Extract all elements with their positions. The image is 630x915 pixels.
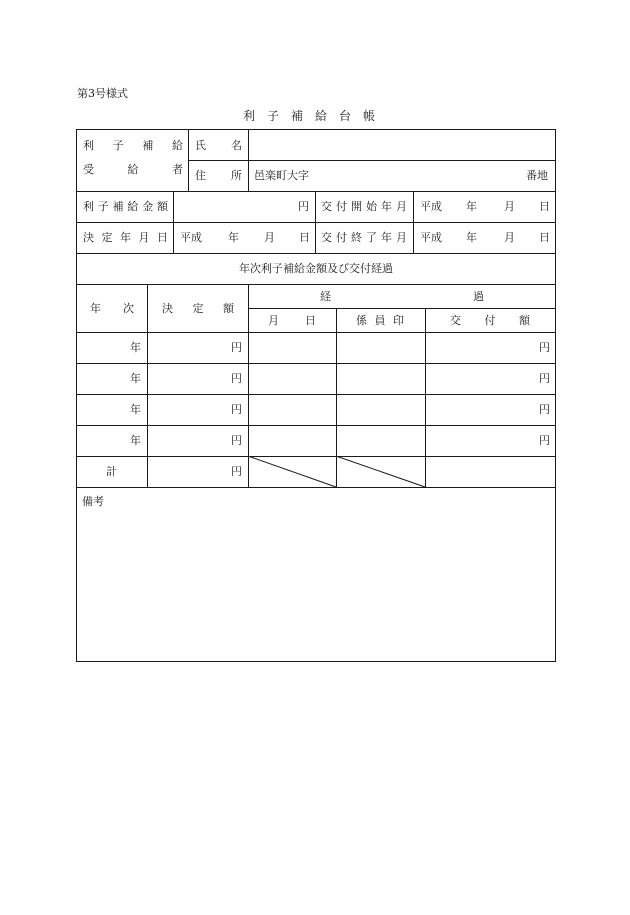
row-payment-unit: 円 (539, 434, 550, 447)
row-year-unit: 年 (130, 372, 141, 385)
row-decision-unit: 円 (231, 434, 242, 447)
start-year: 年 (466, 200, 477, 213)
start-day: 日 (539, 200, 550, 213)
subheader-payment: 交 付 額 (450, 314, 530, 327)
recipient-label-line2: 受 給 者 (83, 163, 183, 176)
header-decision: 決 定 額 (162, 302, 234, 315)
form-title: 利子補給台帳 (242, 109, 387, 123)
row-decision-unit: 円 (231, 372, 242, 385)
decision-month: 月 (264, 231, 275, 244)
decision-era: 平成 (180, 231, 202, 244)
total-date-slash (248, 456, 336, 487)
address-label: 住 所 (195, 169, 242, 182)
row-decision-unit: 円 (231, 403, 242, 416)
subheader-clerk: 係 員 印 (356, 314, 404, 327)
name-label: 氏 名 (195, 139, 242, 152)
header-year: 年 次 (90, 302, 134, 315)
end-label: 交 付 終 了 年 月 (321, 231, 407, 244)
row-payment-unit: 円 (539, 372, 550, 385)
header-progress-b: 過 (473, 290, 484, 303)
decision-year: 年 (228, 231, 239, 244)
end-year: 年 (466, 231, 477, 244)
remarks-label: 備考 (82, 495, 104, 508)
row-year-unit: 年 (130, 341, 141, 354)
decision-date-label: 決 定 年 月 日 (83, 231, 168, 244)
end-day: 日 (539, 231, 550, 244)
row-decision-unit: 円 (231, 341, 242, 354)
start-month: 月 (504, 200, 515, 213)
start-era: 平成 (420, 200, 442, 213)
row-year-unit: 年 (130, 403, 141, 416)
total-decision-unit: 円 (231, 465, 242, 478)
subsidy-amount-label: 利 子 補 給 金 額 (83, 200, 168, 213)
subheader-date: 月 日 (268, 314, 316, 327)
end-era: 平成 (420, 231, 442, 244)
row-year-unit: 年 (130, 434, 141, 447)
recipient-label-line1: 利 子 補 給 (83, 139, 183, 152)
total-label: 計 (106, 465, 117, 478)
start-label: 交 付 開 始 年 月 (321, 200, 407, 213)
subsidy-amount-unit: 円 (298, 200, 309, 213)
decision-day: 日 (299, 231, 310, 244)
header-progress-a: 経 (320, 290, 331, 303)
form-number: 第3号様式 (77, 87, 128, 100)
address-prefix: 邑楽町大字 (254, 169, 309, 182)
row-payment-unit: 円 (539, 403, 550, 416)
end-month: 月 (504, 231, 515, 244)
section-title: 年次利子補給金額及び交付経過 (239, 262, 393, 275)
row-payment-unit: 円 (539, 341, 550, 354)
address-suffix: 番地 (526, 169, 548, 182)
total-clerk-slash (336, 456, 425, 487)
